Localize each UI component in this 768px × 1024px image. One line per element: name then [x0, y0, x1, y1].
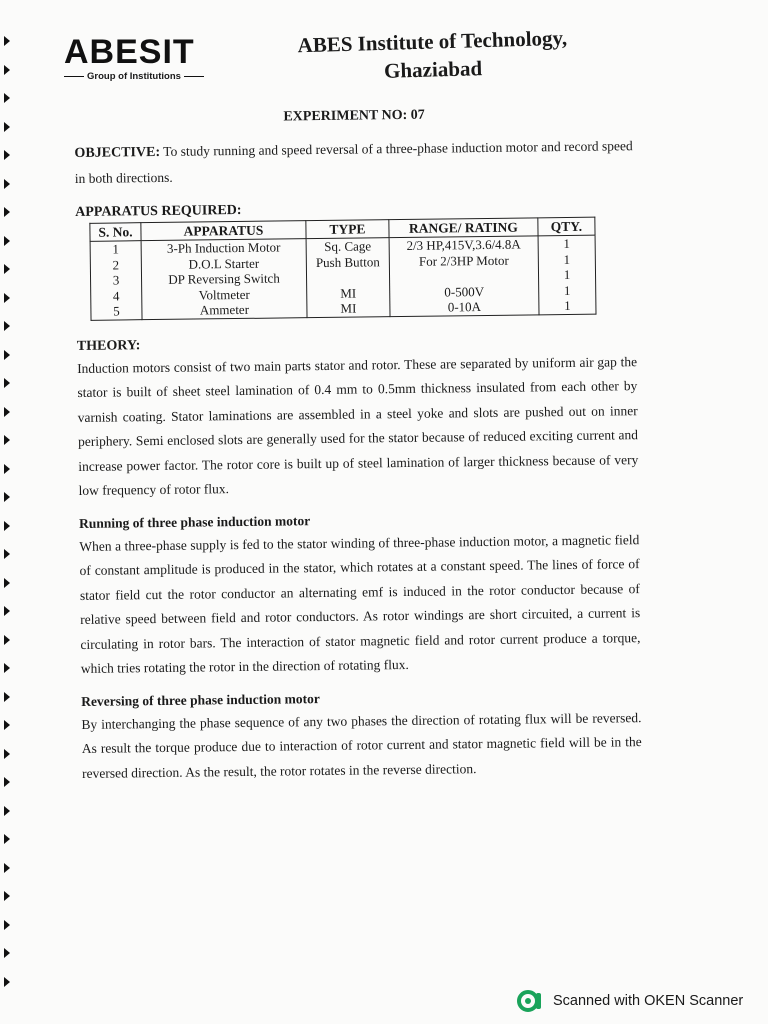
oken-scanner-logo-icon [517, 990, 543, 1012]
binder-hole [4, 350, 10, 360]
col-type: TYPE [306, 220, 389, 239]
institute-line2: Ghaziabad [383, 56, 483, 83]
institute-title [272, 23, 593, 88]
cell-apparatus: 3-Ph Induction Motor D.O.L Starter DP Reversing Switch Voltmeter Ammeter [141, 239, 307, 320]
binder-hole [4, 692, 10, 702]
binder-hole [4, 378, 10, 388]
theory-heading: THEORY: [76, 337, 141, 354]
binder-hole [4, 93, 10, 103]
logo-main-text: ABESIT [64, 33, 195, 71]
binder-hole [4, 720, 10, 730]
reversing-heading: Reversing of three phase induction motor [81, 690, 320, 709]
binder-hole [4, 492, 10, 502]
binder-hole [4, 464, 10, 474]
binder-hole [4, 321, 10, 331]
document-body [74, 105, 642, 786]
apparatus-heading: APPARATUS REQUIRED: [75, 202, 242, 220]
binder-hole [4, 521, 10, 531]
binder-hole [4, 635, 10, 645]
binder-hole [4, 578, 10, 588]
binder-hole [4, 293, 10, 303]
binder-hole [4, 36, 10, 46]
scanner-text: Scanned with OKEN Scanner [553, 993, 744, 1009]
binder-hole [4, 834, 10, 844]
cell-qty: 1 1 1 1 1 [538, 235, 596, 314]
binder-hole [4, 806, 10, 816]
binder-hole [4, 207, 10, 217]
scanner-watermark [517, 990, 743, 1012]
binder-hole [4, 236, 10, 246]
binder-hole [4, 549, 10, 559]
logo-tagline: Group of Institutions [87, 71, 181, 82]
binder-hole [4, 777, 10, 787]
binder-hole [4, 749, 10, 759]
running-text: When a three-phase supply is fed to the stator winding of three-phase induction motor, a magnetic field of constant amplitude is produced in the stator, which rotates at a constant speed. The lines of force of stator field cut the rotor conductor an alternating emf is induced in the rotor conductor because of relative speed between field and rotor conductors. As rotor windings are short circuited, a current is circulating in rotor bars. The interaction of stator magnetic field and rotor current produce a torque, which tries rotating the rotor in the direction of rotating flux. [79, 531, 641, 676]
cell-sno: 1 2 3 4 5 [90, 241, 142, 320]
binder-hole [4, 122, 10, 132]
binder-hole [4, 606, 10, 616]
binder-hole [4, 948, 10, 958]
objective [74, 133, 635, 191]
experiment-number: EXPERIMENT NO: 07 [283, 107, 425, 125]
binder-hole [4, 863, 10, 873]
binder-hole [4, 891, 10, 901]
col-apparatus: APPARATUS [141, 221, 306, 241]
binder-hole [4, 977, 10, 987]
binder-hole [4, 435, 10, 445]
binder-hole [4, 920, 10, 930]
binder-hole [4, 150, 10, 160]
objective-label: OBJECTIVE: [74, 144, 161, 161]
binder-hole [4, 663, 10, 673]
theory-intro: Induction motors consist of two main parts stator and rotor. These are separated by uniform air gap the stator is built of sheet steel lamination of 0.4 mm to 0.5mm thickness insulated from each other by varnish coating. Stator laminations are assembled in a steel yoke and slots are pushed out on inner periphery. Semi enclosed slots are generally used for the stator because of reduced exciting current and increase power factor. The rotor core is built up of steel lamination of larger thickness because of very low frequency of rotor flux. [77, 353, 639, 498]
col-range: RANGE/ RATING [389, 218, 538, 238]
col-qty: QTY. [538, 217, 595, 236]
cell-type: Sq. Cage Push Button MI MI [306, 238, 390, 318]
objective-text: To study running and speed reversal of a three-phase induction motor and record speed in both directions. [74, 138, 633, 186]
table-row [90, 235, 596, 320]
apparatus-table [89, 217, 596, 321]
reversing-text: By interchanging the phase sequence of any two phases the direction of rotating flux will be reversed. As result the torque produce due to interaction of rotor current and stator magnetic field will be in the reversed direction. As the result, the rotor rotates in the reverse direction. [81, 709, 642, 781]
binder-holes [4, 0, 16, 1024]
logo-sub-text [64, 71, 214, 82]
institute-line1: ABES Institute of Technology, [297, 25, 568, 58]
binder-hole [4, 407, 10, 417]
binder-hole [4, 65, 10, 75]
abesit-logo [64, 34, 214, 82]
col-sno: S. No. [90, 223, 141, 242]
binder-hole [4, 179, 10, 189]
cell-range: 2/3 HP,415V,3.6/4.8A For 2/3HP Motor 0-500V 0-10A [389, 236, 539, 316]
running-heading: Running of three phase induction motor [78, 512, 311, 531]
binder-hole [4, 264, 10, 274]
